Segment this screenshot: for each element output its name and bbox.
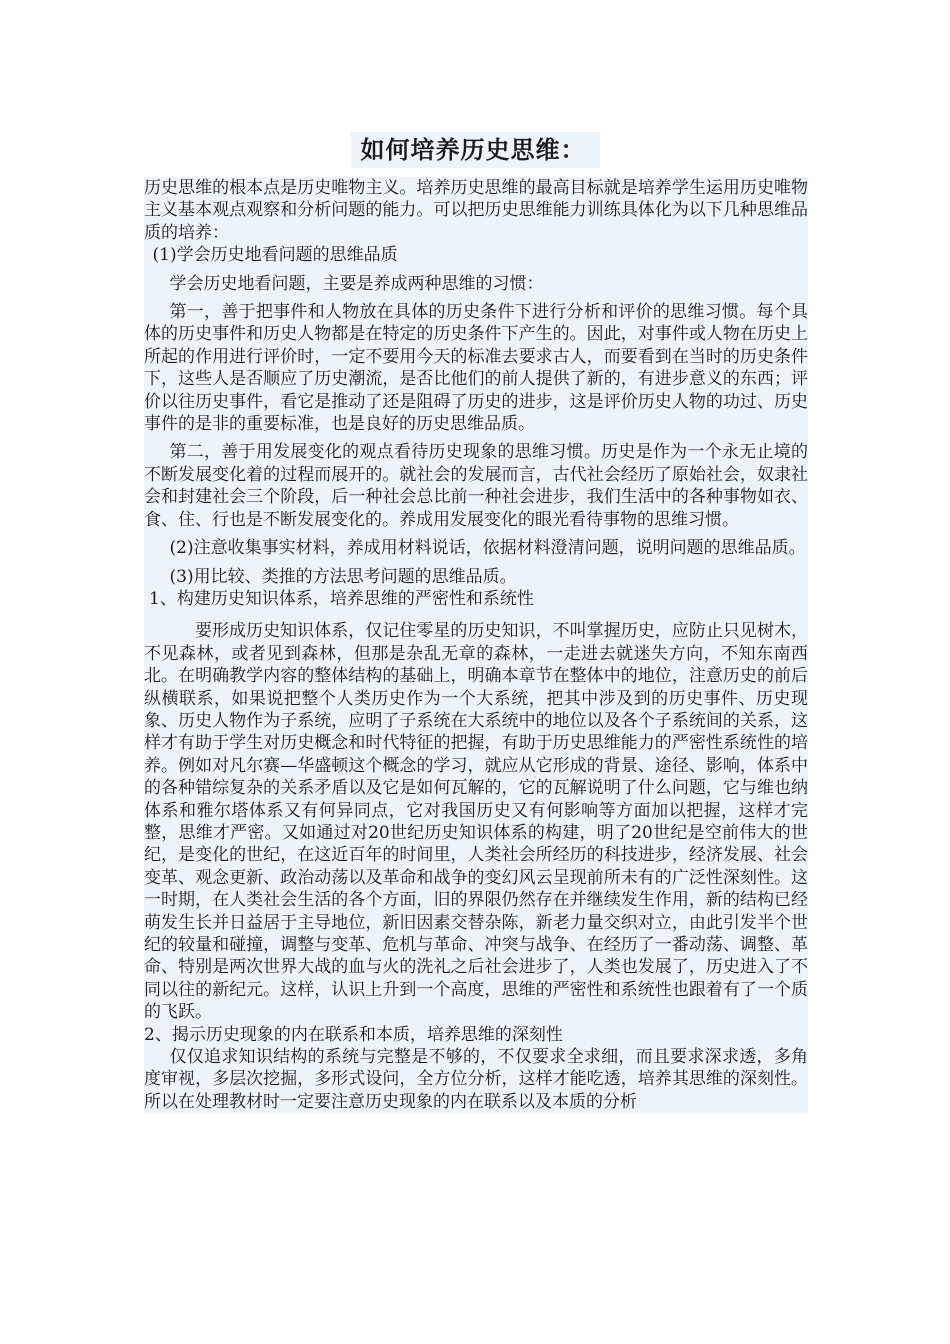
habit-2-paragraph: 第二，善于用发展变化的观点看待历史现象的思维习惯。历史是作为一个永无止境的不断发展变化着的过程而展开的。就社会的发展而言，古代社会经历了原始社会，奴隶社会和封建社会三个阶段，后一种社会总比前一种社会进步，我们生活中的各种事物如衣、食、住、行也是不断发展变化的。养成用发展变化的眼光看待事物的思维习惯。 — [144, 442, 808, 530]
section-2-heading: 2、揭示历史现象的内在联系和本质，培养思维的深刻性 — [144, 1024, 563, 1045]
point-2-paragraph: (2)注意收集事实材料，养成用材料说话，依据材料澄清问题，说明问题的思维品质。 — [169, 538, 806, 559]
title-container — [0, 132, 950, 168]
section-1-paragraph: 要形成历史知识体系，仅记住零星的历史知识，不叫掌握历史，应防止只见树木，不见森林，或者见到森林，但那是杂乱无章的森林，一走进去就迷失方向，不知东南西北。在明确教学内容的整体结构的基础上，明确本章节在整体中的地位，注意历史的前后纵横联系，如果说把整个人类历史作为一个大系统，把其中涉及到的历史事件、历史现象、历史人物作为子系统，应明了子系统在大系统中的地位以及各个子系统间的关系，这样才有助于学生对历史概念和时代特征的把握，有助于历史思维能力的严密性系统性的培养。例如对凡尔赛—华盛顿这个概念的学习，就应从它形成的背景、途径、影响，体系中的各种错综复杂的关系矛盾以及它是如何瓦解的，它的瓦解说明了什么问题，它与维也纳体系和雅尔塔体系又有何异同点，它对我国历史又有何影响等方面加以把握，这样才完整，思维才严密。又如通过对20世纪历史知识体系的构建，明了20世纪是空前伟大的世纪，是变化的世纪，在这近百年的时间里，人类社会所经历的科技进步，经济发展、社会变革、观念更新、政治动荡以及革命和战争的变幻风云呈现前所未有的广泛性深刻性。这一时期，在人类社会生活的各个方面，旧的界限仍然存在并继续发生作用，新的结构已经萌发生长并日益居于主导地位，新旧因素交替杂陈，新老力量交织对立，由此引发半个世纪的较量和碰撞，调整与变革、危机与革命、冲突与战争、在经历了一番动荡、调整、革命、特别是两次世界大战的血与火的洗礼之后社会进步了，人类也发展了，历史进入了不同以往的新纪元。这样，认识上升到一个高度，思维的严密性和系统性也跟着有了一个质的飞跃。 — [144, 621, 808, 1023]
document-body — [144, 177, 808, 1113]
point-1-intro: 学会历史地看问题，主要是养成两种思维的习惯： — [169, 273, 544, 294]
habit-1-paragraph: 第一，善于把事件和人物放在具体的历史条件下进行分析和评价的思维习惯。每个具体的历史事件和历史人物都是在特定的历史条件下产生的。因此，对事件或人物在历史上所起的作用进行评价时，一定不要用今天的标准去要求古人，而要看到在当时的历史条件下，这些人是否顺应了历史潮流，是否比他们的前人提供了新的，有进步意义的东西；评价以往历史事件，看它是推动了还是阻碍了历史的进步，这是评价历史人物的功过、历史事件的是非的重要标准，也是良好的历史思维品质。 — [144, 302, 808, 435]
section-1-heading: 1、构建历史知识体系，培养思维的严密性和系统性 — [149, 588, 534, 609]
page-title: 如何培养历史思维： — [351, 132, 600, 168]
intro-paragraph: 历史思维的根本点是历史唯物主义。培养历史思维的最高目标就是培养学生运用历史唯物主义基本观点观察和分析问题的能力。可以把历史思维能力训练具体化为以下几种思维品质的培养： — [144, 178, 808, 243]
point-3-paragraph: (3)用比较、类推的方法思考问题的思维品质。 — [169, 566, 517, 587]
section-2-paragraph: 仅仅追求知识结构的系统与完整是不够的，不仅要求全求细，而且要求深求透，多角度审视，多层次挖掘，多形式设问，全方位分析，这样才能吃透，培养其思维的深刻性。所以在处理教材时一定要注意历史现象的内在联系以及本质的分析 — [144, 1047, 808, 1112]
point-1-heading: (1)学会历史地看问题的思维品质 — [152, 245, 398, 266]
